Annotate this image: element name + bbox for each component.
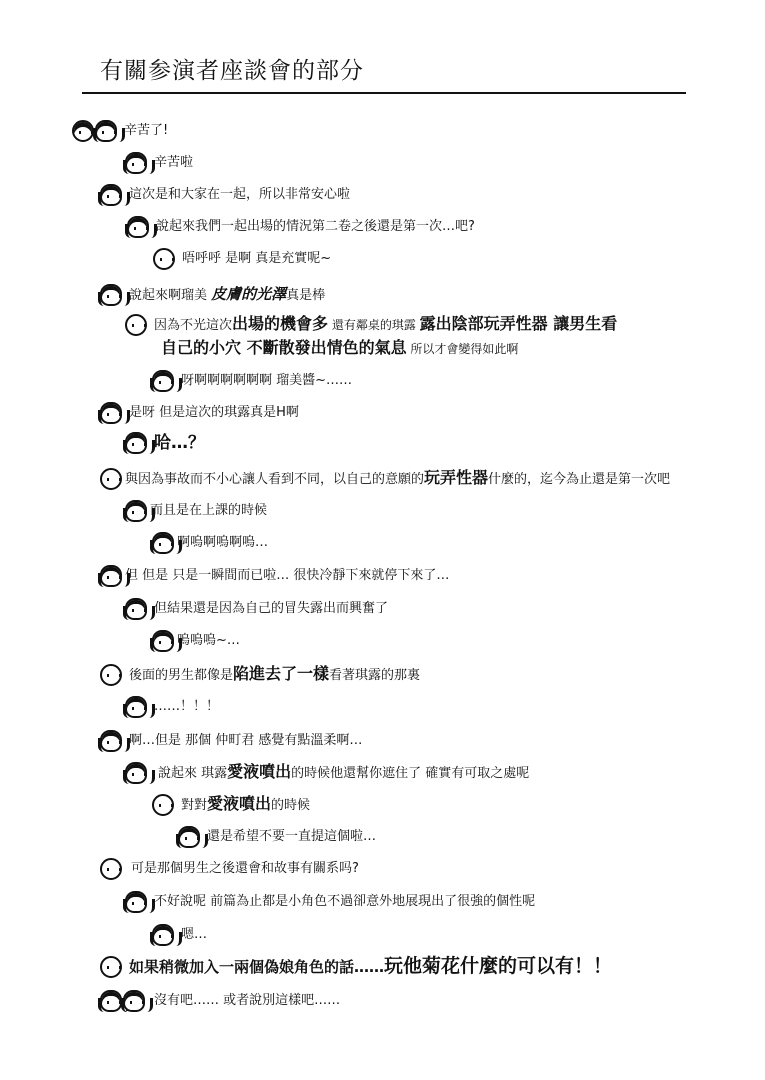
- dialogue-text: 這次是和大家在一起，所以非常安心啦: [129, 187, 351, 202]
- character-avatar-icon: [100, 468, 122, 490]
- character-avatar-icon: [125, 891, 147, 913]
- dialogue-text: 唔呼呼 是啊 真是充實呢~: [182, 251, 332, 266]
- dialogue-line: [125, 500, 267, 522]
- dialogue-text: 啊…但是 那個 仲町君 感覺有點溫柔啊…: [129, 733, 363, 748]
- character-avatar-icon: [127, 216, 149, 238]
- character-avatar-icon: [100, 664, 122, 686]
- dialogue-text: 沒有吧…… 或者說別這樣吧……: [154, 993, 341, 1008]
- dialogue-text: 說起來我們一起出場的情況第二卷之後還是第一次…吧?: [156, 219, 475, 234]
- dialogue-text: 呀啊啊啊啊啊啊 瑠美醬~……: [181, 373, 353, 388]
- dialogue-line: [100, 565, 449, 587]
- character-avatar-icon: [125, 762, 147, 784]
- dialogue-text: 嗯…: [181, 927, 208, 942]
- dialogue-line: [100, 990, 340, 1012]
- character-avatar-icon: [152, 924, 174, 946]
- dialogue-line: [125, 696, 219, 718]
- dialogue-line: [152, 630, 240, 652]
- dialogue-line: [152, 370, 352, 392]
- dialogue-line: [100, 284, 325, 306]
- character-avatar-icon: [125, 432, 147, 454]
- dialogue-line: [100, 468, 670, 490]
- dialogue-text: 是呀 但是這次的琪露真是H啊: [129, 405, 299, 420]
- character-avatar-icon: [152, 532, 174, 554]
- character-avatar-icon: [125, 314, 147, 336]
- dialogue-text: 但 但是 只是一瞬間而已啦… 很快冷靜下來就停下來了…: [125, 568, 450, 583]
- dialogue-line: [100, 956, 612, 978]
- dialogue-text: 如果稍微加入一兩個偽娘角色的話……玩他菊花什麼的可以有！！: [129, 954, 613, 977]
- dialogue-line: [125, 891, 535, 913]
- character-avatar-icon: [125, 500, 147, 522]
- character-avatar-icon: [100, 956, 122, 978]
- dialogue-line: [125, 432, 205, 454]
- character-avatar-icon: [100, 565, 122, 587]
- dialogue-text: 後面的男生都像是陷進去了一樣看著琪露的那裏: [129, 664, 421, 683]
- dialogue-text: ‥‥‥！！！: [154, 699, 220, 714]
- dialogue-line: [127, 216, 475, 238]
- character-avatar-icon: [123, 990, 145, 1012]
- character-avatar-icon: [152, 630, 174, 652]
- dialogue-text: 辛苦啦: [154, 155, 194, 170]
- dialogue-line: [125, 314, 617, 336]
- dialogue-line: [152, 924, 207, 946]
- dialogue-text: 說起來啊瑠美 皮膚的光澤真是棒: [129, 285, 326, 303]
- dialogue-line: [152, 532, 268, 554]
- character-avatar-icon: [100, 730, 122, 752]
- dialogue-text: 與因為事故而不小心讓人看到不同，以自己的意願的玩弄性器什麼的，迄今為止還是第一次吧: [125, 468, 671, 487]
- dialogue-text: 嗚嗚嗚~…: [177, 633, 240, 648]
- page-title: 有關参演者座談會的部分: [100, 58, 364, 84]
- dialogue-text: 可是那個男生之後還會和故事有關系吗?: [131, 861, 359, 876]
- character-avatar-icon: [100, 284, 122, 306]
- dialogue-line: [72, 120, 168, 142]
- dialogue-line: [155, 339, 518, 359]
- title-rule: [82, 92, 686, 94]
- character-avatar-icon: [100, 858, 122, 880]
- dialogue-text: 自己的小穴 不斷散發出情色的氣息 所以才會變得如此啊: [161, 338, 519, 357]
- character-avatar-icon: [125, 152, 147, 174]
- character-avatar-icon: [100, 184, 122, 206]
- character-avatar-icon: [72, 120, 94, 142]
- character-avatar-icon: [153, 248, 175, 270]
- character-avatar-icon: [95, 120, 117, 142]
- dialogue-text: 因為不光這次出場的機會多 還有鄰桌的琪露 露出陰部玩弄性器 讓男生看: [154, 314, 618, 333]
- character-avatar-icon: [125, 598, 147, 620]
- dialogue-line: [100, 730, 362, 752]
- dialogue-text: 說起來 琪露愛液噴出的時候他還幫你遮住了 確實有可取之處呢: [158, 762, 530, 781]
- dialogue-line: [153, 248, 331, 270]
- dialogue-line: [100, 664, 420, 686]
- dialogue-line: [100, 184, 350, 206]
- character-avatar-icon: [152, 370, 174, 392]
- dialogue-text: 哈…？: [154, 433, 205, 453]
- dialogue-line: [100, 402, 299, 424]
- dialogue-line: [178, 826, 376, 848]
- character-avatar-icon: [125, 696, 147, 718]
- character-avatar-icon: [178, 826, 200, 848]
- dialogue-text: 啊嗚啊嗚啊嗚…: [177, 535, 269, 550]
- character-avatar-icon: [152, 794, 174, 816]
- dialogue-text: 不好說呢 前篇為止都是小角色不過卻意外地展現出了很強的個性呢: [154, 894, 536, 909]
- dialogue-line: [125, 598, 388, 620]
- dialogue-text: 對對愛液噴出的時候: [181, 794, 311, 813]
- character-avatar-icon: [100, 990, 122, 1012]
- dialogue-line: [100, 858, 359, 880]
- character-avatar-icon: [100, 402, 122, 424]
- dialogue-text: 但結果還是因為自己的冒失露出而興奮了: [154, 601, 389, 616]
- dialogue-text: 辛苦了!: [124, 123, 169, 138]
- dialogue-text: 還是希望不要一直提這個啦…: [207, 829, 377, 844]
- dialogue-line: [125, 762, 529, 784]
- dialogue-line: [152, 794, 310, 816]
- dialogue-text: 而且是在上課的時候: [150, 503, 268, 518]
- dialogue-line: [125, 152, 193, 174]
